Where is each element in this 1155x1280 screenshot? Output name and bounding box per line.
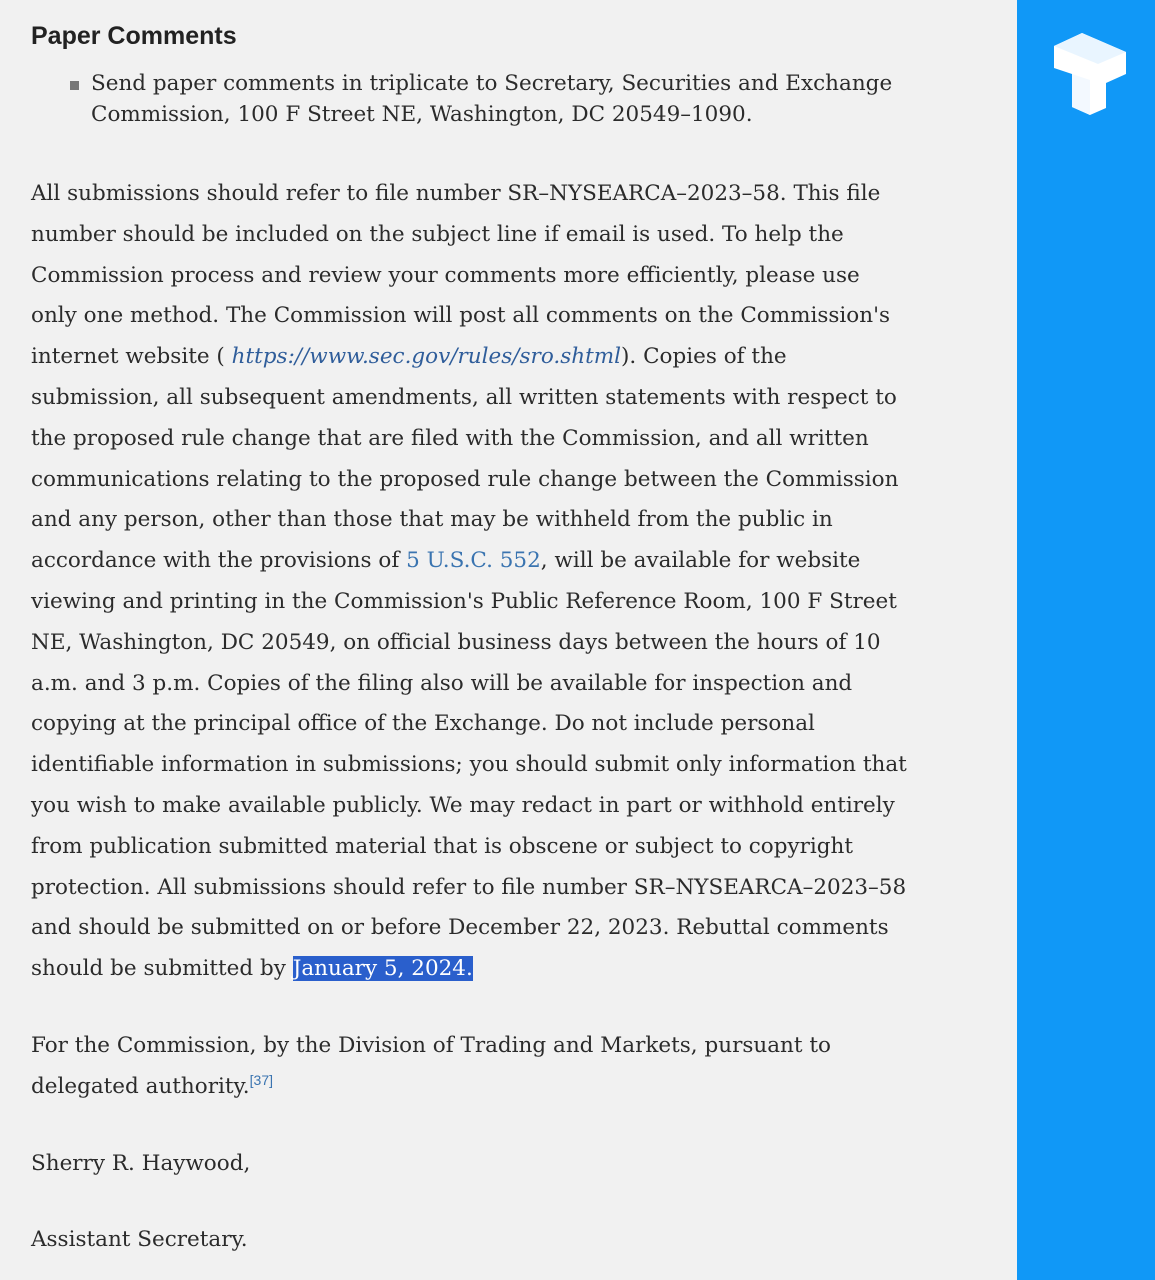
main-paragraph	[31, 174, 911, 990]
signature-name: Sherry R. Haywood,	[31, 1150, 251, 1176]
side-panel	[1017, 0, 1155, 1280]
main-text-part-1: All submissions should refer to file number SR–NYSEARCA–2023–58. This file number should be included on the subject line if email is used. To help the Commission process and review your comments more efficiently, please use only one method. The Commission will post all comments on the Commission's internet website (	[31, 181, 891, 370]
sec-website-link[interactable]: https://www.sec.gov/rules/sro.shtml	[231, 344, 622, 370]
square-bullet-icon	[70, 81, 79, 90]
t-logo-icon[interactable]	[1052, 30, 1128, 116]
document-content	[31, 18, 911, 1261]
commission-paragraph	[31, 1026, 911, 1108]
section-heading: Paper Comments	[31, 22, 237, 50]
selected-date-text: January 5, 2024.	[292, 956, 473, 982]
bullet-list	[31, 68, 911, 130]
footnote-link[interactable]: [37]	[249, 1071, 274, 1088]
list-item	[91, 68, 911, 130]
commission-text: For the Commission, by the Division of Trading and Markets, pursuant to delegated authority.	[31, 1032, 831, 1099]
main-text-part-3: , will be available for website viewing and printing in the Commission's Public Reference Room, 100 F Street NE, Washington, DC 20549, on official business days between the hours of 10 a.m. and 3 p.m. Copies of the filing also will be available for inspection and copying at the principal office of the Exchange. Do not include personal identifiable information in submissions; you should submit only information that you wish to make available publicly. We may redact in part or withhold entirely from publication submitted material that is obscene or subject to copyright protection. All submissions should refer to file number SR–NYSEARCA–2023–58 and should be submitted on or before December 22, 2023. Rebuttal comments should be submitted by	[31, 548, 907, 982]
signer-title: Assistant Secretary.	[31, 1227, 248, 1253]
usc-552-link[interactable]: 5 U.S.C. 552	[406, 548, 541, 574]
main-text-part-2: ). Copies of the submission, all subsequent amendments, all written statements with respect to the proposed rule change that are filed with the Commission, and all written communications relating to the proposed rule change between the Commission and any person, other than those that may be withheld from the public in accordance with the provisions of	[31, 344, 899, 574]
bullet-line-1: Send paper comments in triplicate to Secretary, Securities and Exchange	[91, 71, 893, 96]
bullet-line-2: Commission, 100 F Street NE, Washington, DC 20549–1090.	[91, 102, 753, 127]
